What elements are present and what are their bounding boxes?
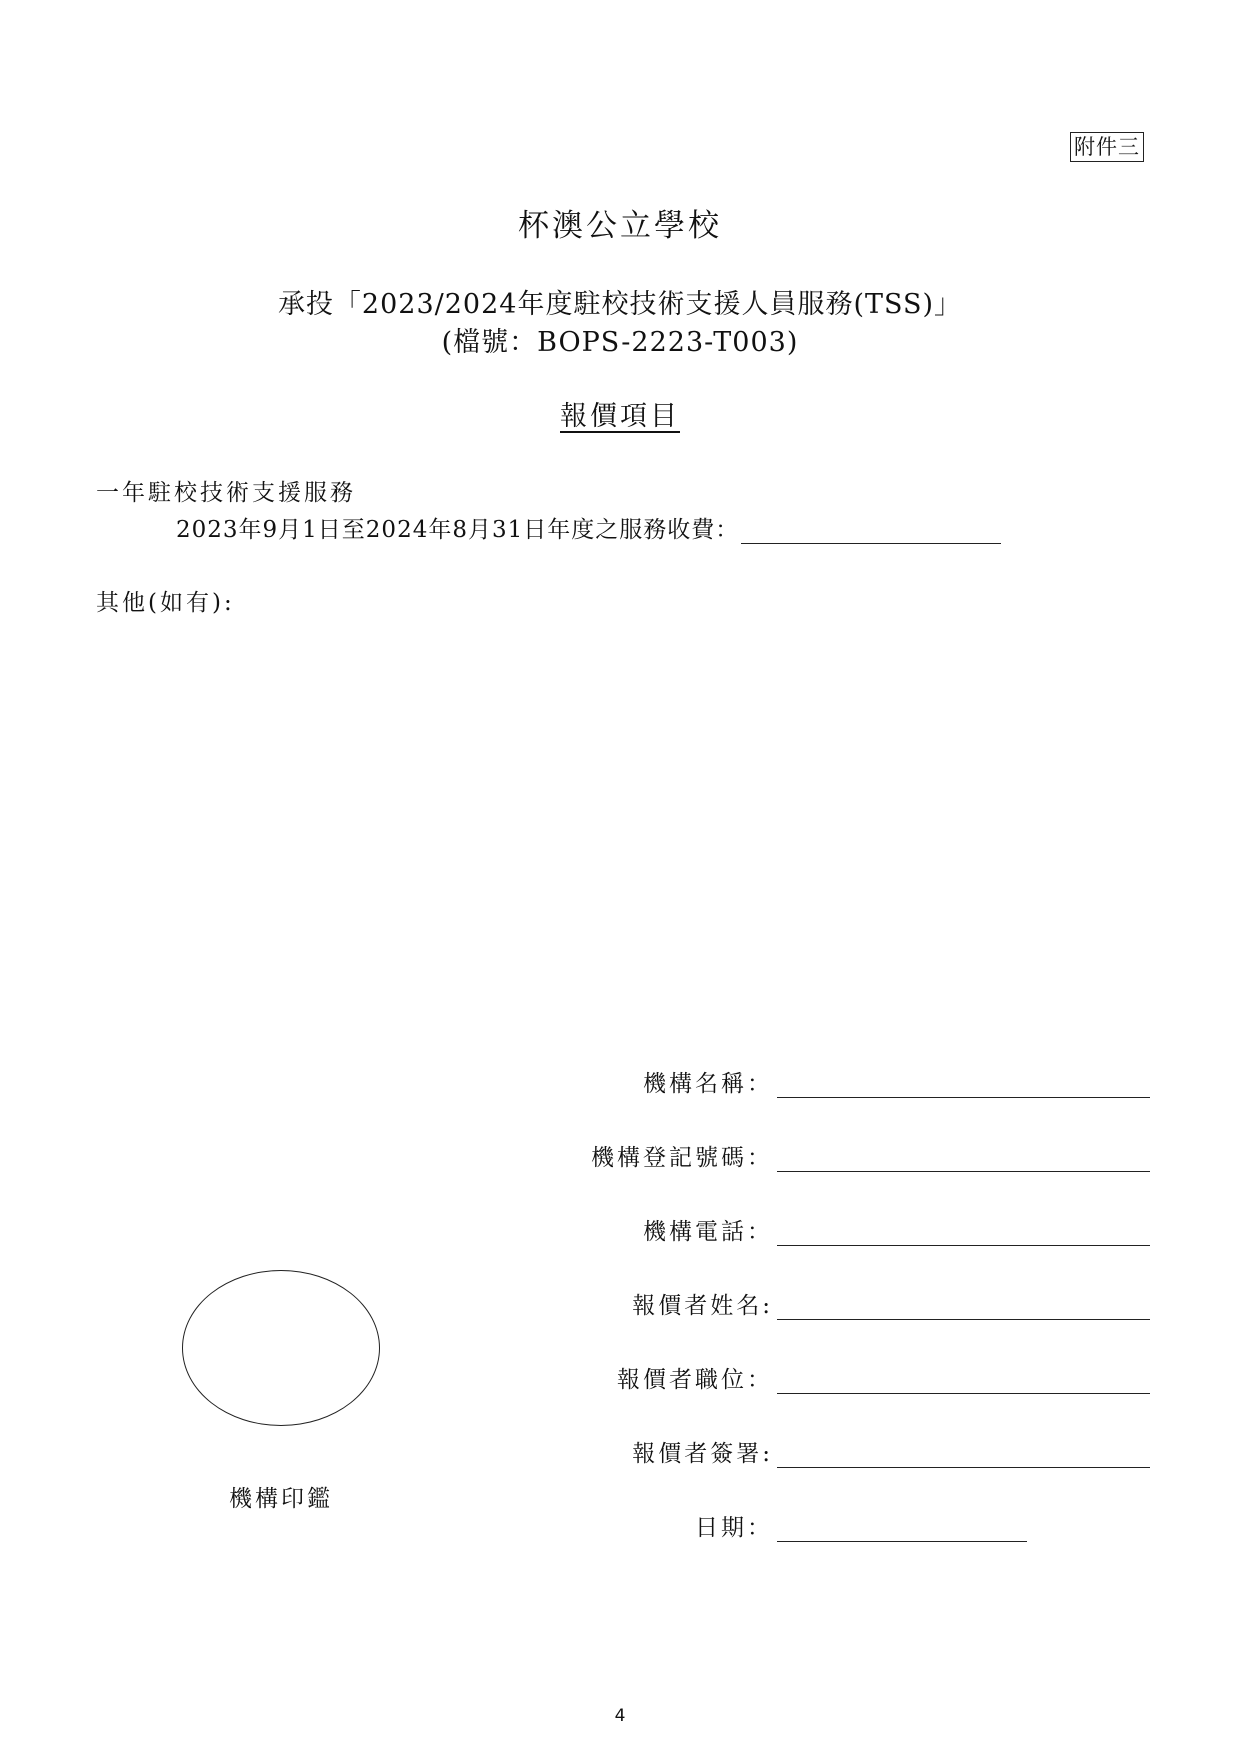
seal-circle: [182, 1270, 380, 1426]
service-fee-row: [176, 511, 1001, 544]
quoter-name-label: 報價者姓名:: [632, 1293, 773, 1319]
quoter-name-row: [560, 1286, 1150, 1320]
quoter-name-field[interactable]: [777, 1293, 1150, 1320]
attachment-tag: 附件三: [1070, 132, 1144, 162]
org-reg-no-field[interactable]: [777, 1145, 1150, 1172]
date-field[interactable]: [777, 1515, 1027, 1542]
service-fee-field[interactable]: [741, 517, 1001, 544]
quoter-position-field[interactable]: [777, 1367, 1150, 1394]
org-reg-no-label: 機構登記號碼：: [591, 1145, 773, 1171]
service-item-title: 一年駐校技術支援服務: [96, 480, 356, 506]
org-name-field[interactable]: [777, 1071, 1150, 1098]
quoter-signature-label: 報價者簽署:: [632, 1441, 773, 1467]
other-items-label: 其他(如有):: [96, 590, 235, 616]
quoter-signature-field[interactable]: [777, 1441, 1150, 1468]
service-fee-label: 2023年9月1日至2024年8月31日年度之服務收費：: [176, 517, 740, 543]
org-name-row: [560, 1064, 1150, 1098]
school-name: 杯澳公立學校: [518, 208, 722, 244]
quoter-position-label: 報價者職位：: [617, 1367, 773, 1393]
org-phone-field[interactable]: [777, 1219, 1150, 1246]
tender-title: 承投「2023/2024年度駐校技術支援人員服務(TSS)」: [277, 289, 963, 320]
quoter-position-row: [560, 1360, 1150, 1394]
date-label: 日期：: [695, 1515, 773, 1541]
date-row: [560, 1508, 1150, 1542]
page-number: 4: [614, 1706, 626, 1726]
org-phone-label: 機構電話：: [643, 1219, 773, 1245]
org-phone-row: [560, 1212, 1150, 1246]
seal-label: 機構印鑑: [229, 1486, 333, 1512]
quotation-items-heading-text: 報價項目: [560, 401, 680, 432]
quoter-signature-row: [560, 1434, 1150, 1468]
quotation-items-heading: [0, 394, 1240, 433]
org-reg-no-row: [560, 1138, 1150, 1172]
file-number: (檔號：BOPS-2223-T003): [441, 327, 799, 358]
org-name-label: 機構名稱：: [643, 1071, 773, 1097]
